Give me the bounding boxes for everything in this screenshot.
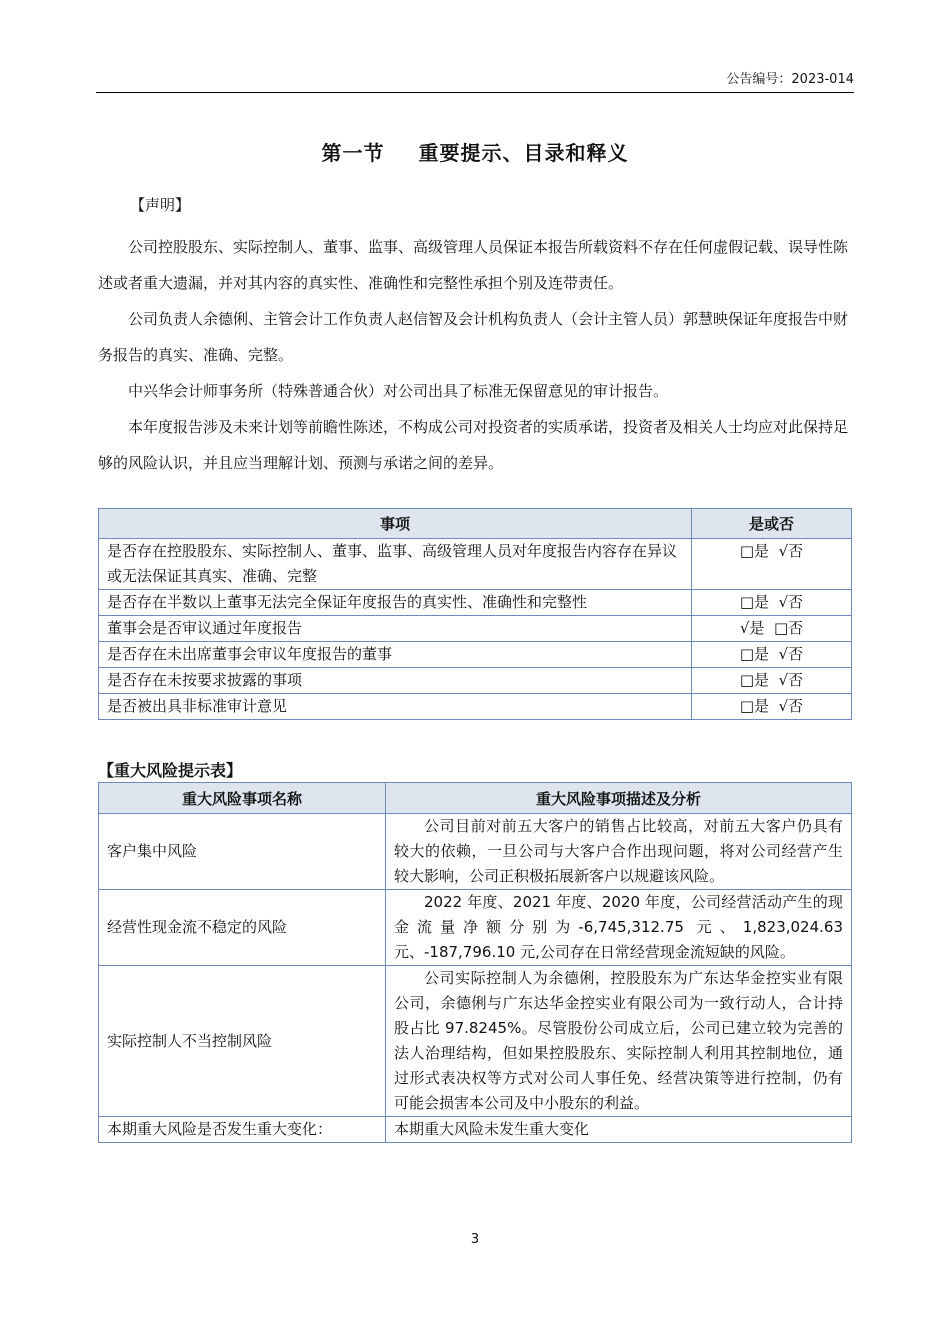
risk-section-heading: 【重大风险提示表】 [98,761,243,780]
section-title [0,137,950,166]
table-row [99,642,852,668]
matter-item: 是否存在未出席董事会审议年度报告的董事 [99,642,692,668]
table-row [99,814,852,890]
matter-answer: □是 √否 [692,539,852,590]
declaration-paragraph: 本年度报告涉及未来计划等前瞻性陈述，不构成公司对投资者的实质承诺，投资者及相关人士均应对此保持足够的风险认识，并且应当理解计划、预测与承诺之间的差异。 [98,418,849,472]
risk-name: 经营性现金流不稳定的风险 [99,890,386,966]
column-header-item: 事项 [99,509,692,539]
table-header-row [99,509,852,539]
table-row [99,668,852,694]
risk-name: 客户集中风险 [99,814,386,890]
table-row [99,1117,852,1143]
table-row [99,590,852,616]
column-header-answer: 是或否 [692,509,852,539]
risk-name: 实际控制人不当控制风险 [99,966,386,1117]
table-row [99,694,852,720]
risk-description-text: 公司实际控制人为余德俐，控股股东为广东达华金控实业有限公司，余德俐与广东达华金控实业有限公司为一致行动人，合计持股占比 97.8245%。尽管股份公司成立后，公司已建立较为完善的法人治理结构，但如果控股股东、实际控制人利用其控制地位，通过形式表决权等方式对公司人事任免、经营决策等进行控制，仍有可能会损害本公司及中小股东的利益。 [394,969,843,1112]
matter-item: 是否存在控股股东、实际控制人、董事、监事、高级管理人员对年度报告内容存在异议或无法保证其真实、准确、完整 [99,539,692,590]
risk-description-text: 2022 年度、2021 年度、2020 年度，公司经营活动产生的现金流量净额分别为-6,745,312.75 元、1,823,024.63 元、-187,796.10 元,公司存在日常经营现金流短缺的风险。 [394,893,843,961]
table-row [99,890,852,966]
announcement-number: 公告编号：2023-014 [96,68,854,93]
risk-change-value: 本期重大风险未发生重大变化 [386,1117,852,1143]
page-number: 3 [470,1232,480,1247]
table-row [99,616,852,642]
risk-table [98,782,852,1143]
risk-description [386,966,852,1117]
matter-answer: □是 √否 [692,642,852,668]
section-heading: 重要提示、目录和释义 [418,141,629,165]
risk-description-text: 公司目前对前五大客户的销售占比较高，对前五大客户仍具有较大的依赖，一旦公司与大客户合作出现问题，将对公司经营产生较大影响，公司正积极拓展新客户以规避该风险。 [394,817,843,885]
matter-item: 是否存在未按要求披露的事项 [99,668,692,694]
declaration-paragraph: 公司控股股东、实际控制人、董事、监事、高级管理人员保证本报告所载资料不存在任何虚假记载、误导性陈述或者重大遗漏，并对其内容的真实性、准确性和完整性承担个别及连带责任。 [98,238,849,292]
matter-item: 是否存在半数以上董事无法完全保证年度报告的真实性、准确性和完整性 [99,590,692,616]
risk-description [386,814,852,890]
declaration-paragraph: 公司负责人余德俐、主管会计工作负责人赵信智及会计机构负责人（会计主管人员）郭慧映保证年度报告中财务报告的真实、准确、完整。 [98,310,849,364]
declaration-body [98,229,854,481]
table-row [99,966,852,1117]
matter-answer: □是 √否 [692,694,852,720]
matter-item: 董事会是否审议通过年度报告 [99,616,692,642]
matters-table [98,508,852,720]
table-row [99,539,852,590]
matter-answer: √是 □否 [692,616,852,642]
matter-item: 是否被出具非标准审计意见 [99,694,692,720]
matter-answer: □是 √否 [692,668,852,694]
declaration-paragraph: 中兴华会计师事务所（特殊普通合伙）对公司出具了标准无保留意见的审计报告。 [128,382,669,400]
declaration-heading: 【声明】 [130,196,191,214]
column-header-risk-name: 重大风险事项名称 [99,783,386,814]
column-header-risk-desc: 重大风险事项描述及分析 [386,783,852,814]
matter-answer: □是 √否 [692,590,852,616]
section-number: 第一节 [321,141,385,165]
risk-description [386,890,852,966]
risk-change-label: 本期重大风险是否发生重大变化： [99,1117,386,1143]
table-header-row [99,783,852,814]
